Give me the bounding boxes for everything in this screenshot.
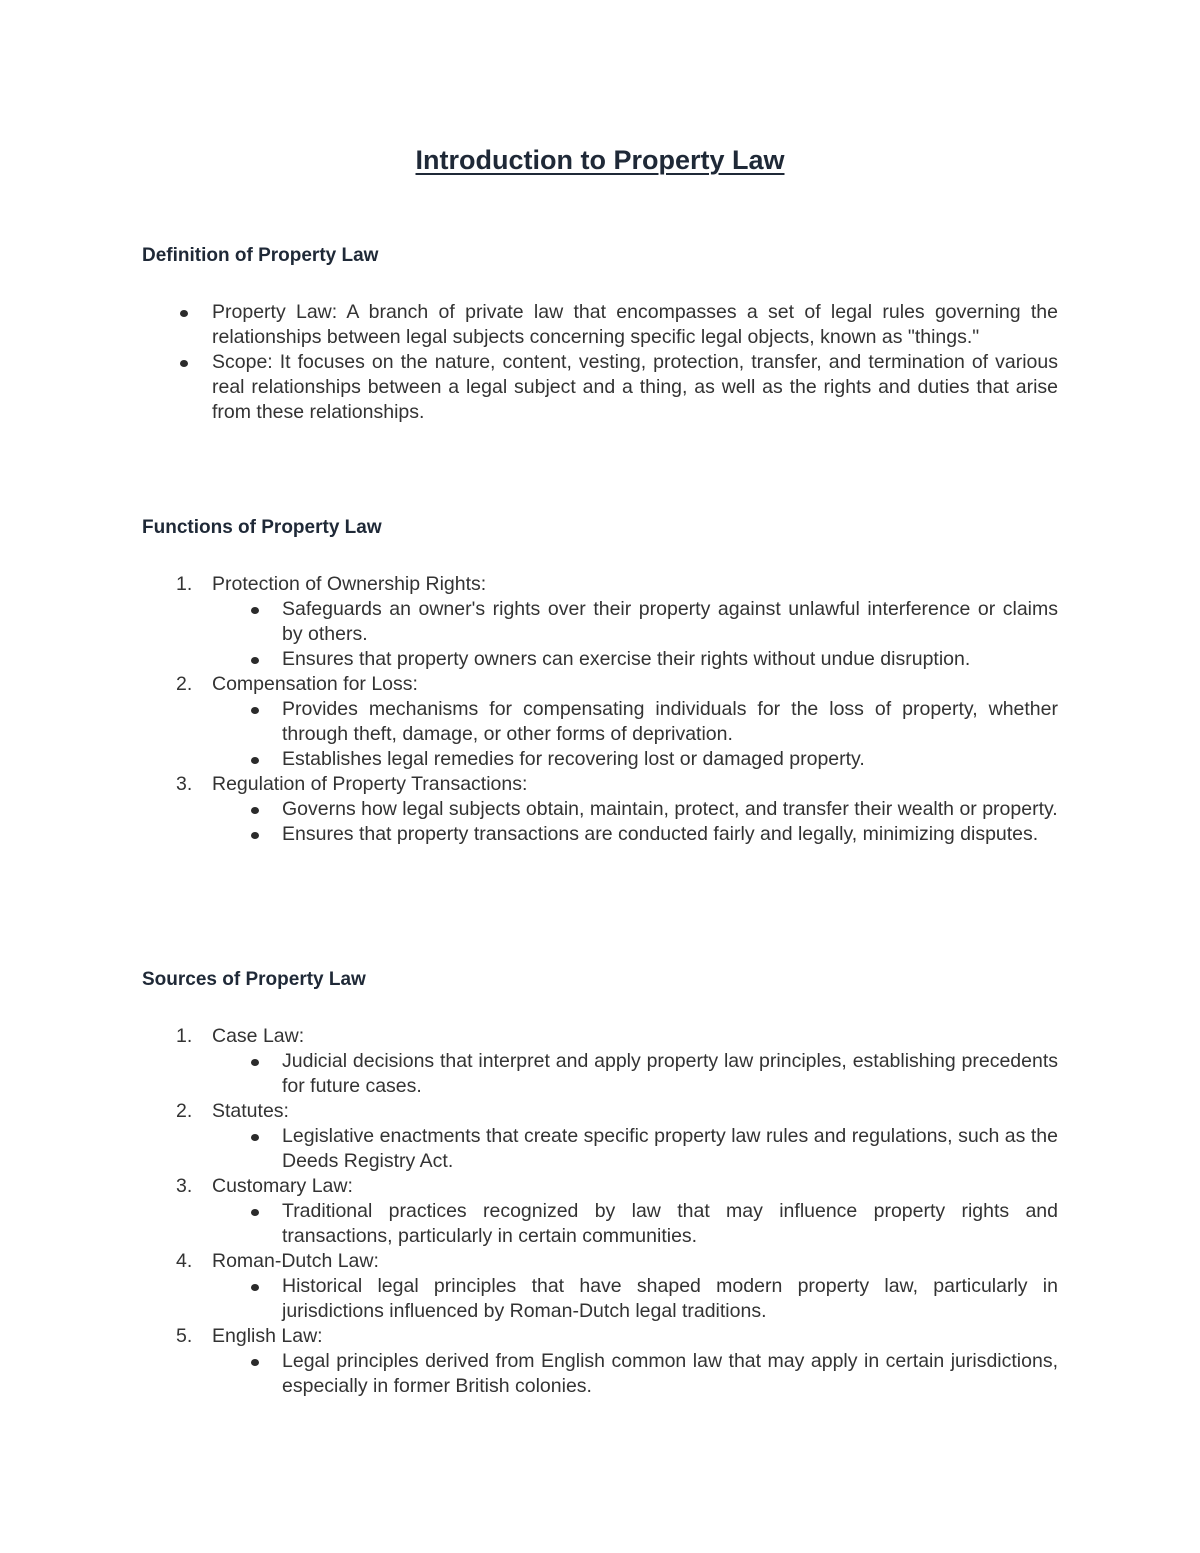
sub-item-text: Legislative enactments that create specific property law rules and regulations, such as the Deeds Registry Act.	[282, 1125, 1058, 1172]
sub-item-text: Judicial decisions that interpret and apply property law principles, establishing precedents for future cases.	[282, 1050, 1058, 1097]
bullet-icon	[180, 360, 188, 367]
sub-item-text: Ensures that property owners can exercise their rights without undue disruption.	[282, 648, 971, 670]
item-number: 3.	[176, 1175, 193, 1197]
sub-list	[212, 1124, 1058, 1174]
bullet-icon	[180, 310, 188, 317]
bullet-icon	[251, 832, 259, 839]
item-label: Customary Law:	[212, 1175, 353, 1197]
numbered-item	[142, 772, 1058, 847]
item-number: 2.	[176, 1100, 193, 1122]
section-heading: Definition of Property Law	[142, 245, 379, 266]
sub-item	[142, 697, 1058, 747]
sub-item	[142, 1349, 1058, 1399]
item-label: Protection of Ownership Rights:	[212, 573, 487, 595]
numbered-item	[142, 1024, 1058, 1099]
item-number: 3.	[176, 773, 193, 795]
sources-list	[142, 1024, 1058, 1399]
numbered-item	[142, 1324, 1058, 1399]
sub-item-text: Safeguards an owner's rights over their property against unlawful interference or claims by others.	[282, 598, 1058, 645]
bullet-icon	[251, 807, 259, 814]
sub-list	[212, 697, 1058, 772]
numbered-item	[142, 1249, 1058, 1324]
sub-list	[212, 597, 1058, 672]
functions-list	[142, 572, 1058, 847]
document-title: Introduction to Property Law	[415, 145, 785, 175]
bullet-icon	[251, 1134, 259, 1141]
item-number: 2.	[176, 673, 193, 695]
sub-item-text: Establishes legal remedies for recovering lost or damaged property.	[282, 748, 865, 770]
list-item	[142, 300, 1058, 350]
definition-list	[142, 300, 1058, 425]
item-label: Regulation of Property Transactions:	[212, 773, 528, 795]
list-item	[142, 350, 1058, 425]
numbered-item	[142, 1174, 1058, 1249]
numbered-item	[142, 1099, 1058, 1174]
functions-section	[142, 514, 1058, 847]
item-number: 5.	[176, 1325, 193, 1347]
bullet-icon	[251, 1209, 259, 1216]
item-number: 1.	[176, 1025, 193, 1047]
numbered-item	[142, 572, 1058, 672]
numbered-item	[142, 672, 1058, 772]
definition-section	[142, 242, 1058, 425]
sub-item-text: Governs how legal subjects obtain, maintain, protect, and transfer their wealth or property.	[282, 798, 1058, 820]
list-item-text: Scope: It focuses on the nature, content, vesting, protection, transfer, and termination of various real relationships between a legal subject and a thing, as well as the rights and duties that arise from these relationships.	[212, 351, 1058, 423]
bullet-icon	[251, 657, 259, 664]
sub-item-text: Ensures that property transactions are conducted fairly and legally, minimizing disputes.	[282, 823, 1039, 845]
bullet-icon	[251, 707, 259, 714]
sources-section	[142, 966, 1058, 1399]
sub-item-text: Provides mechanisms for compensating individuals for the loss of property, whether through theft, damage, or other forms of deprivation.	[282, 698, 1058, 745]
item-label: Case Law:	[212, 1025, 305, 1047]
bullet-icon	[251, 1059, 259, 1066]
list-item-text: Property Law: A branch of private law that encompasses a set of legal rules governing the relationships between legal subjects concerning specific legal objects, known as "things."	[212, 301, 1058, 348]
sub-item-text: Traditional practices recognized by law that may influence property rights and transactions, particularly in certain communities.	[282, 1200, 1058, 1247]
bullet-icon	[251, 607, 259, 614]
sub-item	[142, 1274, 1058, 1324]
sub-item	[142, 822, 1058, 847]
bullet-icon	[251, 1284, 259, 1291]
bullet-icon	[251, 757, 259, 764]
item-label: Statutes:	[212, 1100, 289, 1122]
section-heading: Functions of Property Law	[142, 517, 382, 538]
bullet-icon	[251, 1359, 259, 1366]
item-number: 4.	[176, 1250, 193, 1272]
item-label: English Law:	[212, 1325, 323, 1347]
sub-item-text: Legal principles derived from English common law that may apply in certain jurisdictions, especially in former British colonies.	[282, 1350, 1058, 1397]
sub-list	[212, 1199, 1058, 1249]
sub-item	[142, 647, 1058, 672]
sub-list	[212, 1049, 1058, 1099]
section-heading: Sources of Property Law	[142, 969, 366, 990]
sub-list	[212, 797, 1058, 847]
sub-item	[142, 797, 1058, 822]
sub-item	[142, 1124, 1058, 1174]
sub-item	[142, 747, 1058, 772]
sub-item	[142, 1199, 1058, 1249]
sub-list	[212, 1349, 1058, 1399]
sub-list	[212, 1274, 1058, 1324]
sub-item	[142, 597, 1058, 647]
item-label: Compensation for Loss:	[212, 673, 418, 695]
item-number: 1.	[176, 573, 193, 595]
item-label: Roman-Dutch Law:	[212, 1250, 379, 1272]
sub-item-text: Historical legal principles that have shaped modern property law, particularly in jurisdictions influenced by Roman-Dutch legal traditions.	[282, 1275, 1058, 1322]
sub-item	[142, 1049, 1058, 1099]
